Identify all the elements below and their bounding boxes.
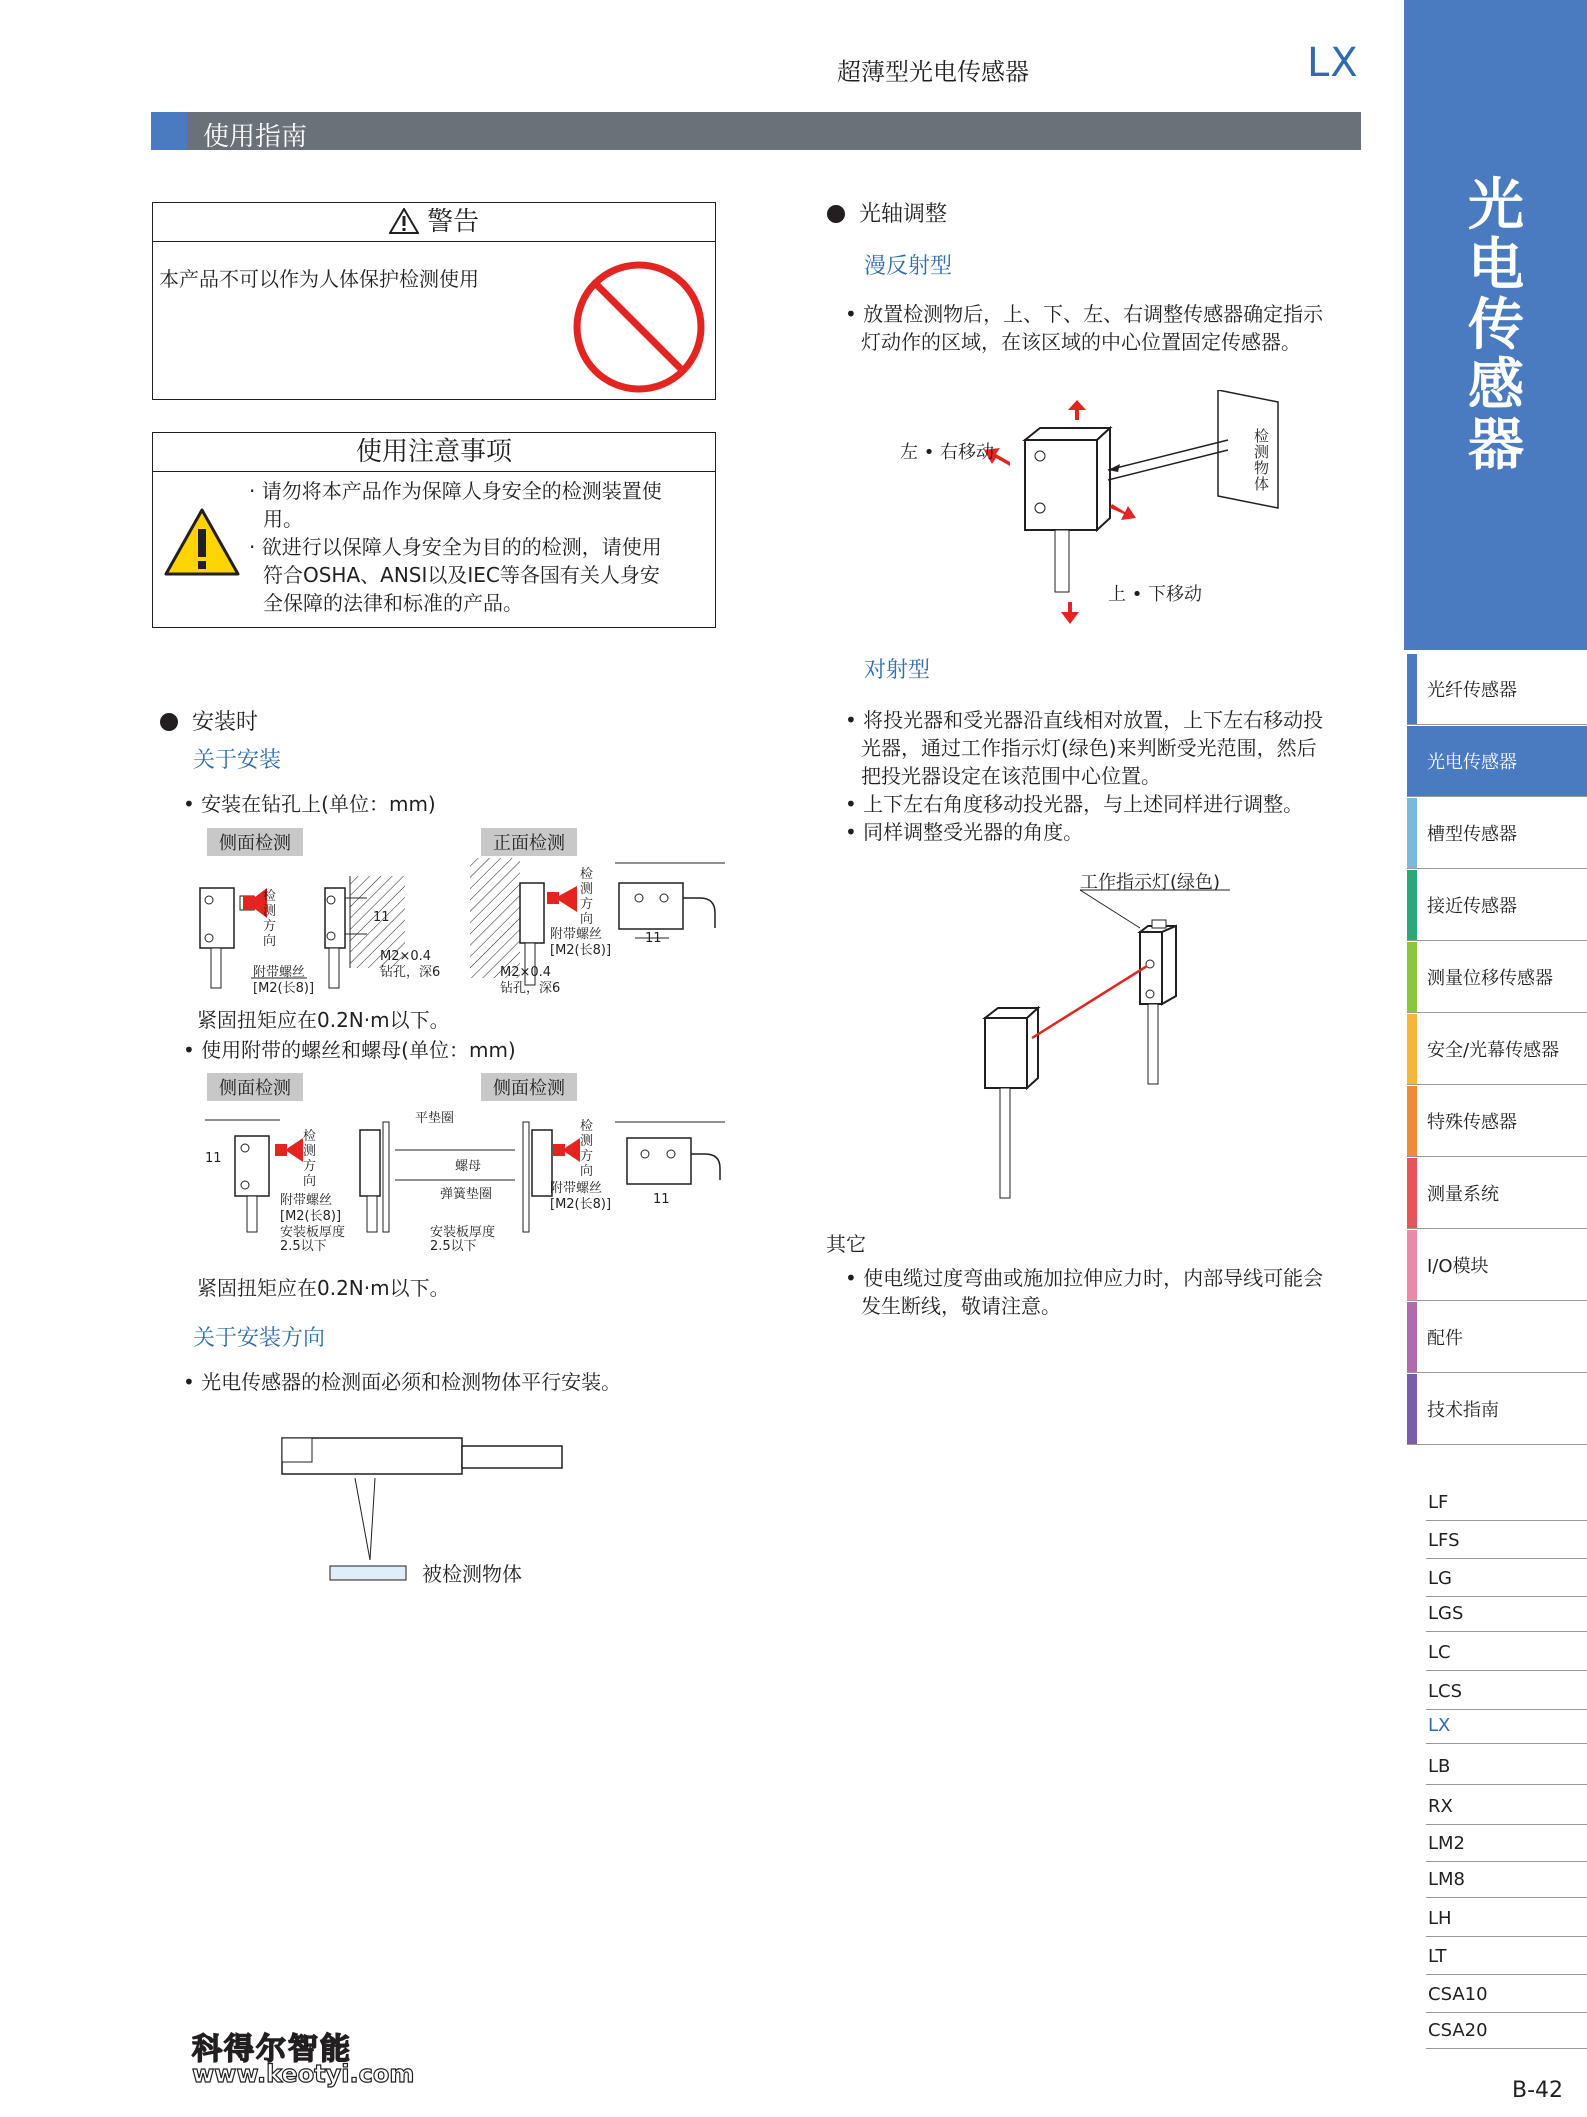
install-item1: • 安装在钻孔上(单位：mm) <box>183 792 436 816</box>
mount-screw-diagram <box>205 1110 725 1260</box>
svg-text:2.5以下: 2.5以下 <box>430 1239 477 1254</box>
sidebar-model-item[interactable] <box>1426 1900 1587 1937</box>
category-label: 技术指南 <box>1427 1400 1499 1421</box>
svg-text:附带螺丝: 附带螺丝 <box>253 965 306 980</box>
thru-title: 对射型 <box>864 658 931 683</box>
sidebar-category-item[interactable] <box>1407 870 1587 941</box>
svg-text:11: 11 <box>373 910 390 925</box>
category-label: 测量系统 <box>1427 1184 1499 1205</box>
diffuse-diagram <box>900 390 1300 640</box>
svg-text:检测方向: 检测方向 <box>303 1129 317 1189</box>
watermark-url: www.keotyi.com <box>192 2060 415 2088</box>
svg-text:2.5以下: 2.5以下 <box>280 1239 327 1254</box>
svg-text:[M2(长8)]: [M2(长8)] <box>550 943 612 958</box>
model-label: LCS <box>1428 1681 1463 1702</box>
svg-text:M2×0.4: M2×0.4 <box>500 965 552 980</box>
install-sub2: 关于安装方向 <box>193 1326 326 1351</box>
tag-front-1: 正面检测 <box>481 828 577 856</box>
svg-text:安装板厚度: 安装板厚度 <box>430 1225 496 1240</box>
sidebar-category-item[interactable] <box>1407 1302 1587 1373</box>
svg-text:检测方向: 检测方向 <box>580 1119 594 1179</box>
sidebar-category-item[interactable] <box>1407 726 1587 797</box>
warning-header <box>153 203 715 242</box>
sidebar-model-item[interactable] <box>1426 1861 1587 1898</box>
caution-lines: · 请勿将本产品作为保障人身安全的检测装置使 用。 · 欲进行以保障人身安全为目的的检测，请使用 符合OSHA、ANSI以及IEC等各国有关人身安 全保障的法律和标准的产品。 <box>249 479 662 615</box>
sidebar-category-item[interactable] <box>1407 1086 1587 1157</box>
ud-move-label: 上 • 下移动 <box>1108 584 1203 605</box>
product-title: 超薄型光电传感器 <box>837 58 1029 86</box>
category-color-stripe <box>1407 1086 1417 1156</box>
category-label: I/O模块 <box>1427 1256 1489 1277</box>
mount-drill-diagram <box>195 858 725 1008</box>
tag-side-3: 侧面检测 <box>481 1073 577 1101</box>
model-label: LT <box>1428 1946 1447 1967</box>
sidebar-category-item[interactable] <box>1407 1230 1587 1301</box>
diffuse-object-label: 检 测 物 体 <box>1254 427 1270 493</box>
category-color-stripe <box>1407 1302 1417 1372</box>
sidebar-model-item[interactable] <box>1426 2012 1587 2049</box>
svg-text:钻孔，深6: 钻孔，深6 <box>380 965 441 980</box>
torque-note-2: 紧固扭矩应在0.2N·m以下。 <box>197 1276 450 1300</box>
svg-text:螺母: 螺母 <box>455 1159 482 1174</box>
category-color-stripe <box>1407 1158 1417 1228</box>
category-label: 安全/光幕传感器 <box>1427 1040 1560 1061</box>
sidebar-category-item[interactable] <box>1407 1374 1587 1445</box>
svg-text:检测方向: 检测方向 <box>263 889 277 949</box>
bullet-dot-icon <box>160 713 178 731</box>
svg-text:11: 11 <box>205 1151 222 1166</box>
diffuse-text: • 放置检测物后，上、下、左、右调整传感器确定指示 灯动作的区域，在该区域的中心位置固定传感器。 <box>845 302 1324 354</box>
indicator-label: 工作指示灯(绿色) <box>1080 872 1221 893</box>
svg-text:附带螺丝: 附带螺丝 <box>550 1181 603 1196</box>
category-color-stripe <box>1407 654 1417 724</box>
prohibition-icon <box>571 259 707 395</box>
category-color-stripe <box>1407 798 1417 868</box>
sidebar-category-item[interactable] <box>1407 798 1587 869</box>
warning-title: 警告 <box>427 207 480 237</box>
model-label: CSA20 <box>1428 2020 1488 2041</box>
model-label: LH <box>1428 1908 1452 1929</box>
category-color-stripe <box>1407 1230 1417 1300</box>
category-color-stripe <box>1407 1014 1417 1084</box>
category-label: 配件 <box>1427 1328 1463 1349</box>
sidebar-model-item[interactable] <box>1426 1976 1587 2013</box>
thru-text: • 将投光器和受光器沿直线相对放置，上下左右移动投 光器，通过工作指示灯(绿色)来判断受光范围，然后 把投光器设定在该范围中心位置。 • 上下左右角度移动投光器，与上述同样进行调整。 • 同样调整受光器的角度。 <box>845 708 1324 844</box>
sidebar-vertical-title: 光 电 传 感 器 <box>1468 173 1524 478</box>
tag-side-1: 侧面检测 <box>207 828 303 856</box>
svg-text:[M2(长8)]: [M2(长8)] <box>550 1197 612 1212</box>
category-label: 光纤传感器 <box>1427 680 1517 701</box>
sidebar-model-item[interactable] <box>1426 1595 1587 1632</box>
tag-side-2: 侧面检测 <box>207 1073 303 1101</box>
svg-text:11: 11 <box>653 1192 670 1207</box>
sidebar-model-item[interactable] <box>1426 1938 1587 1975</box>
sidebar-category-item[interactable] <box>1407 654 1587 725</box>
sidebar-model-item[interactable] <box>1426 1825 1587 1862</box>
watermark-cn: 科得尔智能 <box>192 2032 352 2067</box>
svg-text:检测方向: 检测方向 <box>580 867 594 927</box>
caution-icon <box>163 507 241 577</box>
model-label: LFS <box>1428 1530 1460 1551</box>
sidebar-category-item[interactable] <box>1407 1158 1587 1229</box>
caution-header: 使用注意事项 <box>153 433 715 472</box>
caution-box <box>152 432 716 628</box>
section-title: 使用指南 <box>203 122 308 152</box>
warning-icon <box>389 208 419 234</box>
model-label: LX <box>1428 1715 1451 1736</box>
category-label: 光电传感器 <box>1427 752 1517 773</box>
direction-text: • 光电传感器的检测面必须和检测物体平行安装。 <box>183 1370 622 1394</box>
warning-body: 本产品不可以作为人体保护检测使用 <box>159 267 479 291</box>
sidebar-model-item[interactable] <box>1426 1673 1587 1710</box>
model-label: RX <box>1428 1796 1453 1817</box>
svg-text:[M2(长8)]: [M2(长8)] <box>280 1209 342 1224</box>
model-label: LM2 <box>1428 1833 1466 1854</box>
axis-heading: 光轴调整 <box>827 200 947 230</box>
diffuse-title: 漫反射型 <box>864 254 953 279</box>
page-number: B-42 <box>1512 2078 1564 2103</box>
model-label: LM8 <box>1428 1869 1466 1890</box>
sidebar-model-item[interactable] <box>1426 1484 1587 1521</box>
model-label: LC <box>1428 1642 1451 1663</box>
svg-text:钻孔，深6: 钻孔，深6 <box>500 981 561 996</box>
model-label: CSA10 <box>1428 1984 1488 2005</box>
sidebar-model-item[interactable] <box>1426 1748 1587 1785</box>
svg-text:安装板厚度: 安装板厚度 <box>280 1225 346 1240</box>
other-text: • 使电缆过度弯曲或施加拉伸应力时，内部导线可能会 发生断线，敬请注意。 <box>845 1266 1324 1318</box>
sidebar-model-item[interactable] <box>1426 1634 1587 1671</box>
sidebar-category-item[interactable] <box>1407 1014 1587 1085</box>
install-item2: • 使用附带的螺丝和螺母(单位：mm) <box>183 1038 516 1062</box>
category-label: 特殊传感器 <box>1427 1112 1517 1133</box>
model-label: LF <box>1428 1492 1449 1513</box>
section-bar <box>151 112 1361 150</box>
other-title: 其它 <box>826 1232 866 1256</box>
category-label: 接近传感器 <box>1427 896 1517 917</box>
install-sub1: 关于安装 <box>193 748 282 773</box>
category-color-stripe <box>1407 1374 1417 1444</box>
svg-text:附带螺丝: 附带螺丝 <box>550 927 603 942</box>
model-name: LX <box>1307 40 1359 86</box>
category-color-stripe <box>1407 726 1417 796</box>
lr-move-label: 左 • 右移动 <box>900 442 995 463</box>
sidebar-model-item[interactable] <box>1426 1707 1587 1744</box>
category-color-stripe <box>1407 942 1417 1012</box>
model-label: LB <box>1428 1756 1451 1777</box>
torque-note-1: 紧固扭矩应在0.2N·m以下。 <box>197 1008 450 1032</box>
warning-box <box>152 202 716 400</box>
svg-text:附带螺丝: 附带螺丝 <box>280 1193 333 1208</box>
svg-text:平垫圈: 平垫圈 <box>415 1111 455 1126</box>
detected-object-label: 被检测物体 <box>422 1562 522 1586</box>
sidebar-model-item[interactable] <box>1426 1788 1587 1825</box>
sidebar-category-item[interactable] <box>1407 942 1587 1013</box>
install-heading: 安装时 <box>160 708 258 738</box>
category-label: 槽型传感器 <box>1427 824 1517 845</box>
svg-text:弹簧垫圈: 弹簧垫圈 <box>440 1187 493 1202</box>
svg-text:11: 11 <box>645 931 662 946</box>
model-label: LGS <box>1428 1603 1464 1624</box>
category-label: 测量位移传感器 <box>1427 968 1553 989</box>
category-color-stripe <box>1407 870 1417 940</box>
svg-text:M2×0.4: M2×0.4 <box>380 949 432 964</box>
thru-beam-diagram <box>980 868 1260 1208</box>
model-label: LG <box>1428 1568 1452 1589</box>
bullet-dot-icon <box>827 205 845 223</box>
svg-text:[M2(长8)]: [M2(长8)] <box>253 981 315 996</box>
sidebar-model-item[interactable] <box>1426 1522 1587 1559</box>
sidebar-model-item[interactable] <box>1426 1560 1587 1597</box>
